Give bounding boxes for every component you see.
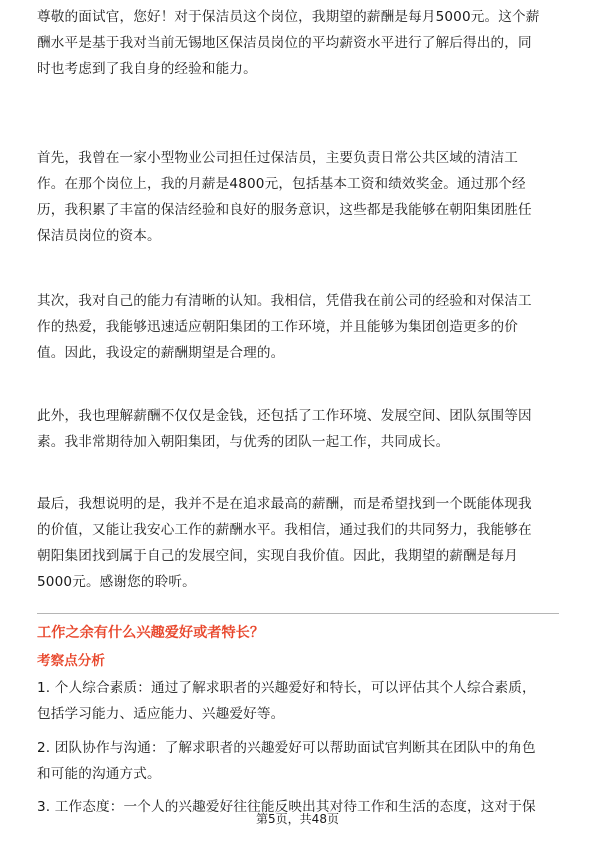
question-title: 工作之余有什么兴趣爱好或者特长？ [37, 625, 265, 641]
page-number: 第5页，共48页 [256, 812, 339, 826]
analysis-point-1: 1. 个人综合素质：通过了解求职者的兴趣爱好和特长，可以评估其个人综合素质， 包括学习能力、适应能力、兴趣爱好等。 [37, 680, 536, 722]
paragraph-previous-experience: 首先，我曾在一家小型物业公司担任过保洁员，主要负责日常公共区域的清洁工 作。在那个岗位上，我的月薪是4800元，包括基本工资和绩效奖金。通过那个经 历，我积累了丰富的保洁经验和良好的服务意识，这些都是我能够在朝阳集团胜任 保洁员岗位的资本。 [37, 150, 532, 244]
analysis-point-2: 2. 团队协作与沟通：了解求职者的兴趣爱好可以帮助面试官判断其在团队中的角色 和可能的沟通方式。 [37, 740, 536, 782]
analysis-point-3: 3. 工作态度：一个人的兴趣爱好往往能反映出其对待工作和生活的态度，这对于保 [37, 799, 536, 815]
analysis-heading: 考察点分析 [37, 653, 105, 669]
paragraph-beyond-money: 此外，我也理解薪酬不仅仅是金钱，还包括了工作环境、发展空间、团队氛围等因 素。我非常期待加入朝阳集团，与优秀的团队一起工作，共同成长。 [37, 408, 532, 450]
paragraph-self-assessment: 其次，我对自己的能力有清晰的认知。我相信，凭借我在前公司的经验和对保洁工 作的热爱，我能够迅速适应朝阳集团的工作环境，并且能够为集团创造更多的价 值。因此，我设定的薪酬期望是合理的。 [37, 293, 532, 361]
section-divider [37, 613, 559, 614]
paragraph-conclusion: 最后，我想说明的是，我并不是在追求最高的薪酬，而是希望找到一个既能体现我 的价值，又能让我安心工作的薪酬水平。我相信，通过我们的共同努力，我能够在 朝阳集团找到属于自己的发展空间，实现自我价值。因此，我期望的薪酬是每月 5000元。感谢您的聆听。 [37, 496, 532, 590]
paragraph-salary-expectation: 尊敬的面试官，您好！对于保洁员这个岗位，我期望的薪酬是每月5000元。这个薪 酬水平是基于我对当前无锡地区保洁员岗位的平均薪资水平进行了解后得出的，同 时也考虑到了我自身的经验和能力。 [37, 9, 540, 77]
